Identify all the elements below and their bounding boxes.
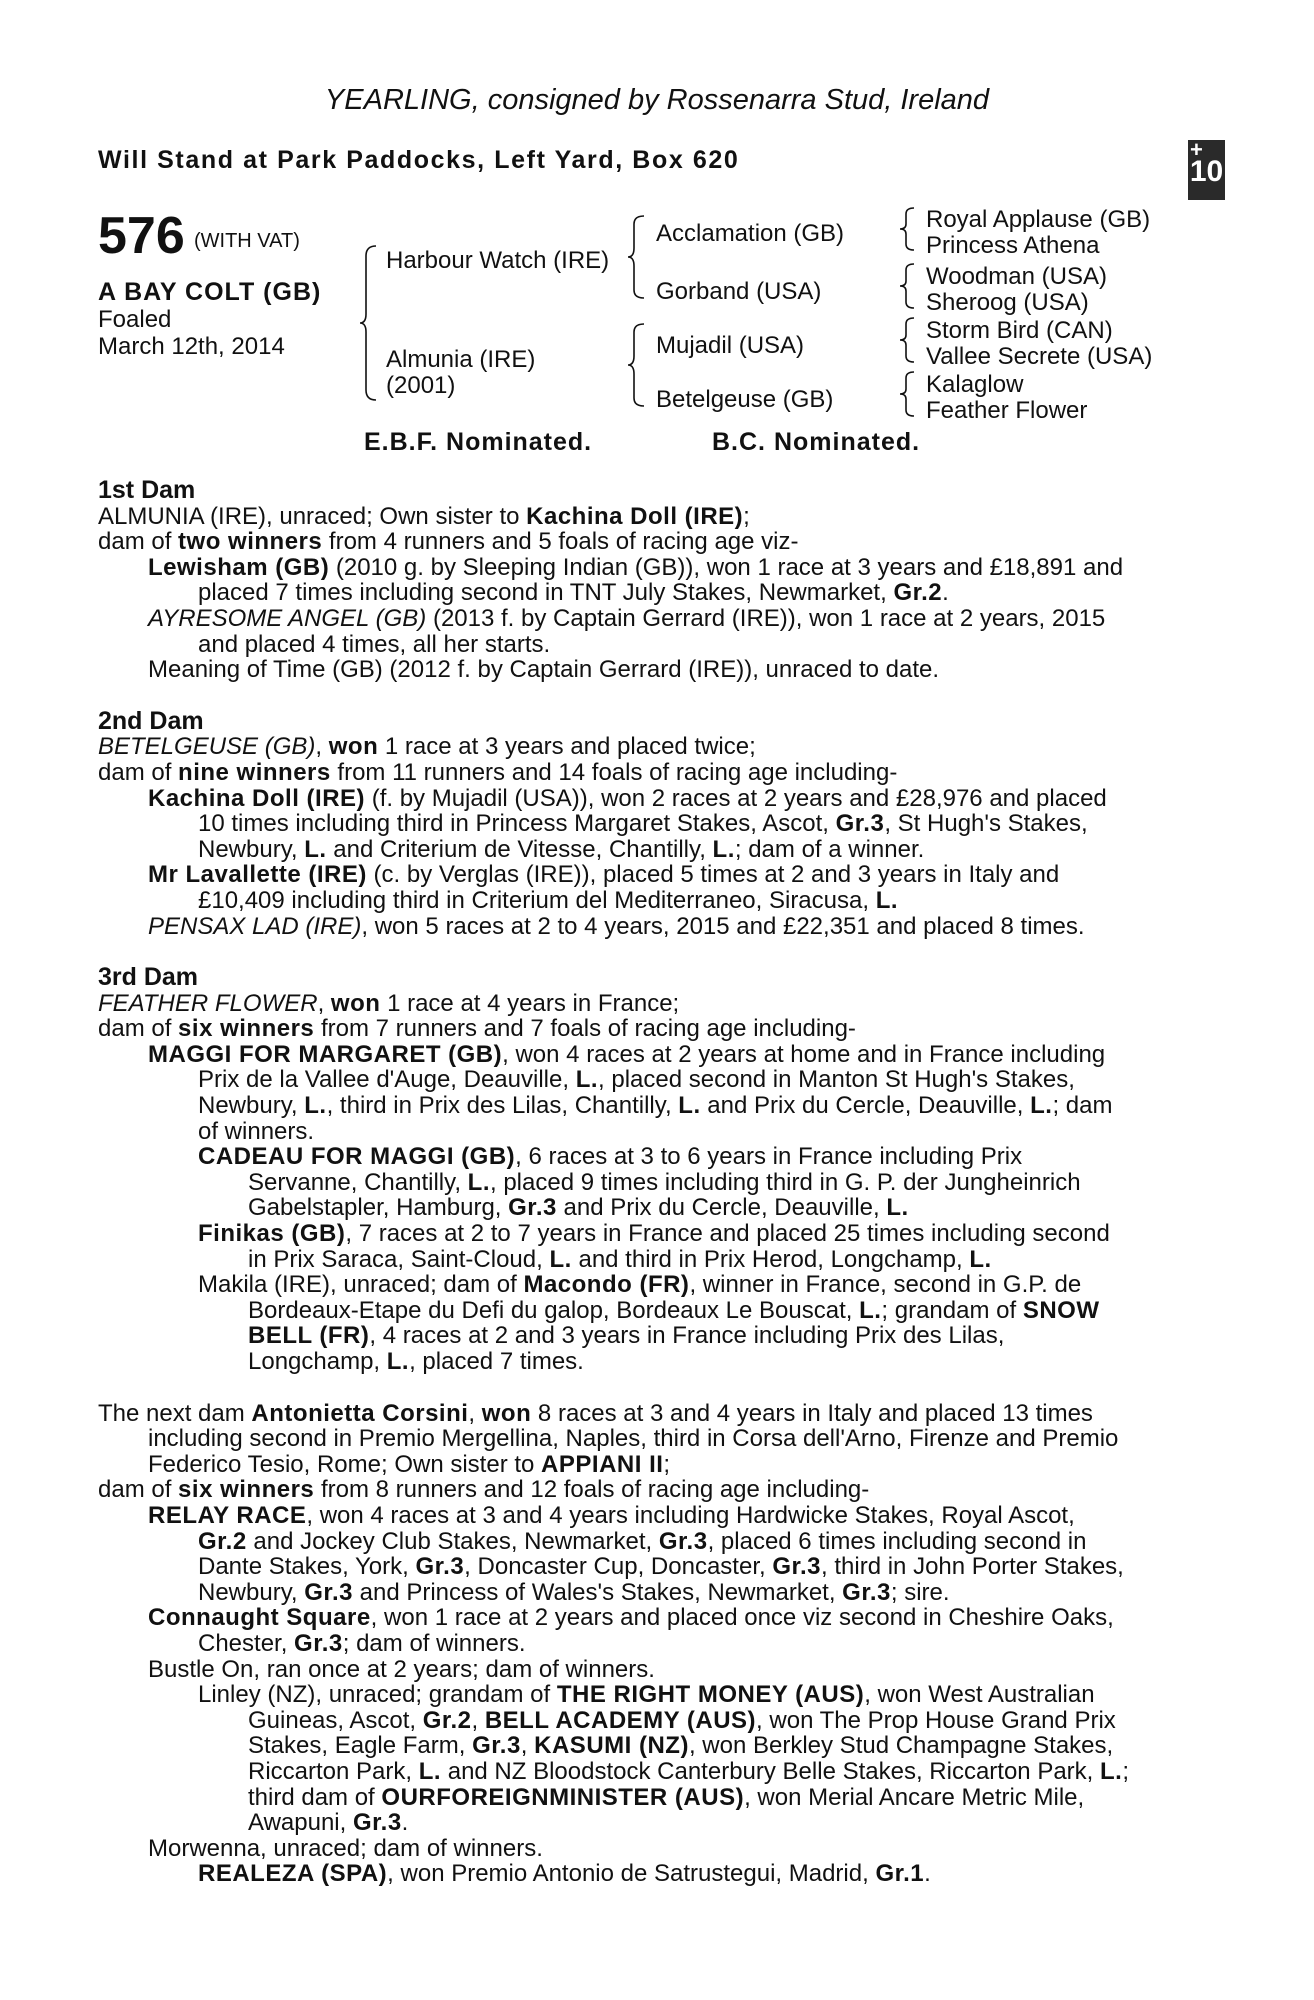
produce-entry: PENSAX LAD (IRE), won 5 races at 2 to 4 years, 2015 and £22,351 and placed 8 times.	[148, 912, 1085, 940]
produce-entry-cont: Newbury, L. and Criterium de Vitesse, Chantilly, L.; dam of a winner.	[198, 835, 925, 863]
produce-entry-cont: Gr.2 and Jockey Club Stakes, Newmarket, Gr.3, placed 6 times including second in	[198, 1527, 1087, 1555]
produce-entry: Kachina Doll (IRE) (f. by Mujadil (USA)), won 2 races at 2 years and £28,976 and placed	[148, 784, 1107, 812]
pedigree-dss: Storm Bird (CAN)	[926, 317, 1113, 344]
produce-entry: MAGGI FOR MARGARET (GB), won 4 races at 2 years at home and in France including	[148, 1040, 1106, 1068]
dam2-produce-summary: dam of nine winners from 11 runners and 14 foals of racing age including-	[98, 758, 898, 786]
produce-entry: Lewisham (GB) (2010 g. by Sleeping Indian (GB)), won 1 race at 3 years and £18,891 and	[148, 553, 1124, 581]
produce-entry-cont: placed 7 times including second in TNT July Stakes, Newmarket, Gr.2.	[198, 579, 949, 607]
pedigree-sire-sire: Acclamation (GB)	[656, 220, 845, 247]
produce-entry-cont: Stakes, Eagle Farm, Gr.3, KASUMI (NZ), won Berkley Stud Champagne Stakes,	[248, 1732, 1114, 1760]
produce-entry-cont: Gabelstapler, Hamburg, Gr.3 and Prix du Cercle, Deauville, L.	[248, 1194, 909, 1222]
foaled-label: Foaled	[98, 306, 172, 333]
produce-entry-cont: Prix de la Vallee d'Auge, Deauville, L., placed second in Manton St Hugh's Stakes,	[198, 1066, 1075, 1094]
produce-entry-cont: Longchamp, L., placed 7 times.	[248, 1348, 584, 1375]
produce-entry: Makila (IRE), unraced; dam of Macondo (FR), winner in France, second in G.P. de	[198, 1271, 1082, 1299]
pedigree-bracket-main	[360, 244, 380, 402]
produce-entry: Mr Lavallette (IRE) (c. by Verglas (IRE)), placed 5 times at 2 and 3 years in Italy and	[148, 861, 1060, 889]
dam3-line: FEATHER FLOWER, won 1 race at 4 years in France;	[98, 989, 680, 1017]
produce-entry: Morwenna, unraced; dam of winners.	[148, 1834, 543, 1862]
catalogue-body	[98, 478, 1202, 1887]
pedigree-dds: Kalaglow	[926, 371, 1024, 398]
produce-entry-cont: and placed 4 times, all her starts.	[198, 630, 551, 658]
page-header: YEARLING, consigned by Rossenarra Stud, Ireland	[324, 84, 990, 116]
pedigree-sdd: Sheroog (USA)	[926, 289, 1089, 316]
pedigree-dam-sire: Mujadil (USA)	[656, 332, 805, 359]
pedigree-sire: Harbour Watch (IRE)	[386, 247, 610, 274]
produce-entry-cont: Newbury, L., third in Prix des Lilas, Chantilly, L. and Prix du Cercle, Deauville, L.; dam	[198, 1092, 1113, 1120]
lot-number: 576	[98, 207, 185, 265]
pedigree-bracket-ds	[900, 316, 918, 364]
badge-plus-mark: +	[1190, 137, 1203, 162]
produce-entry: Connaught Square, won 1 race at 2 years and placed once viz second in Cheshire Oaks,	[148, 1604, 1114, 1632]
pedigree-ssd: Princess Athena	[926, 232, 1100, 259]
pedigree-dam: Almunia (IRE)	[386, 346, 536, 373]
next-dam-line-cont: including second in Premio Mergellina, Naples, third in Corsa dell'Arno, Firenze and Premio	[148, 1425, 1119, 1453]
produce-entry-cont: third dam of OURFOREIGNMINISTER (AUS), won Merial Ancare Metric Mile,	[248, 1783, 1085, 1811]
pedigree-bracket-dam	[628, 322, 648, 408]
produce-entry-cont: BELL (FR), 4 races at 2 and 3 years in France including Prix des Lilas,	[248, 1322, 1005, 1350]
foaled-date: March 12th, 2014	[98, 333, 285, 360]
produce-entry-cont: Awapuni, Gr.3.	[248, 1809, 409, 1837]
produce-entry: AYRESOME ANGEL (GB) (2013 f. by Captain Gerrard (IRE)), won 1 race at 2 years, 2015	[148, 604, 1106, 632]
produce-entry-cont: £10,409 including third in Criterium del Mediterraneo, Siracusa, L.	[198, 886, 899, 914]
section-heading-3rd-dam: 3rd Dam	[98, 963, 199, 992]
dam3-produce-summary: dam of six winners from 7 runners and 7 foals of racing age including-	[98, 1015, 856, 1043]
produce-entry-cont: Bordeaux-Etape du Defi du galop, Bordeaux Le Bouscat, L.; grandam of SNOW	[248, 1296, 1100, 1324]
produce-entry-cont: Servanne, Chantilly, L., placed 9 times including third in G. P. der Jungheinrich	[248, 1168, 1081, 1196]
pedigree-dam-dam: Betelgeuse (GB)	[656, 386, 834, 413]
next-dam-line: The next dam Antonietta Corsini, won 8 races at 3 and 4 years in Italy and placed 13 times	[98, 1399, 1093, 1427]
produce-entry: REALEZA (SPA), won Premio Antonio de Satrustegui, Madrid, Gr.1.	[198, 1860, 931, 1888]
produce-entry-cont: Dante Stakes, York, Gr.3, Doncaster Cup, Doncaster, Gr.3, third in John Porter Stakes,	[198, 1553, 1124, 1581]
produce-entry-cont: 10 times including third in Princess Margaret Stakes, Ascot, Gr.3, St Hugh's Stakes,	[198, 810, 1088, 838]
badge-number: 10	[1189, 155, 1224, 188]
produce-entry-cont: of winners.	[198, 1117, 315, 1145]
produce-entry: Bustle On, ran once at 2 years; dam of winners.	[148, 1655, 655, 1683]
next-dam-produce-summary: dam of six winners from 8 runners and 12 foals of racing age including-	[98, 1476, 870, 1504]
produce-entry: Linley (NZ), unraced; grandam of THE RIGHT MONEY (AUS), won West Australian	[198, 1681, 1095, 1709]
pedigree-ddd: Feather Flower	[926, 397, 1088, 424]
pedigree-sire-dam: Gorband (USA)	[656, 278, 822, 305]
produce-entry-cont: Newbury, Gr.3 and Princess of Wales's Stakes, Newmarket, Gr.3; sire.	[198, 1578, 950, 1606]
section-heading-1st-dam: 1st Dam	[98, 476, 196, 504]
pedigree-dsd: Vallee Secrete (USA)	[926, 343, 1153, 370]
pedigree-bracket-sire	[628, 214, 648, 300]
pedigree-bracket-sd	[900, 262, 918, 310]
pedigree-sds: Woodman (USA)	[926, 263, 1107, 290]
ebf-nominated: E.B.F. Nominated.	[364, 428, 593, 456]
produce-entry-cont: Riccarton Park, L. and NZ Bloodstock Canterbury Belle Stakes, Riccarton Park, L.;	[248, 1757, 1130, 1785]
produce-entry: Meaning of Time (GB) (2012 f. by Captain Gerrard (IRE)), unraced to date.	[148, 656, 940, 684]
produce-entry-cont: Guineas, Ascot, Gr.2, BELL ACADEMY (AUS), won The Prop House Grand Prix	[248, 1706, 1116, 1734]
next-dam-line-cont: Federico Tesio, Rome; Own sister to APPIANI II;	[148, 1450, 671, 1478]
lot-vat: (WITH VAT)	[194, 230, 300, 252]
produce-entry: RELAY RACE, won 4 races at 3 and 4 years including Hardwicke Stakes, Royal Ascot,	[148, 1501, 1075, 1529]
pedigree-bracket-ss	[900, 206, 918, 252]
produce-entry: Finikas (GB), 7 races at 2 to 7 years in France and placed 25 times including second	[198, 1220, 1110, 1248]
bc-nominated: B.C. Nominated.	[712, 428, 921, 456]
produce-entry-cont: Chester, Gr.3; dam of winners.	[198, 1629, 526, 1657]
pedigree-dam-year: (2001)	[386, 372, 456, 399]
lot-badge	[1188, 137, 1225, 200]
produce-entry-cont: in Prix Saraca, Saint-Cloud, L. and third in Prix Herod, Longchamp, L.	[248, 1245, 992, 1273]
pedigree-sss: Royal Applause (GB)	[926, 206, 1151, 233]
dam2-line: BETELGEUSE (GB), won 1 race at 3 years and placed twice;	[98, 733, 756, 761]
pedigree-bracket-dd	[900, 370, 918, 418]
dam1-produce-summary: dam of two winners from 4 runners and 5 foals of racing age viz-	[98, 528, 799, 556]
section-heading-2nd-dam: 2nd Dam	[98, 706, 204, 735]
dam1-line: ALMUNIA (IRE), unraced; Own sister to Kachina Doll (IRE);	[98, 502, 750, 530]
stand-location: Will Stand at Park Paddocks, Left Yard, Box 620	[98, 146, 740, 174]
lot-description: A BAY COLT (GB)	[98, 278, 322, 306]
produce-entry: CADEAU FOR MAGGI (GB), 6 races at 3 to 6 years in France including Prix	[198, 1143, 1023, 1171]
